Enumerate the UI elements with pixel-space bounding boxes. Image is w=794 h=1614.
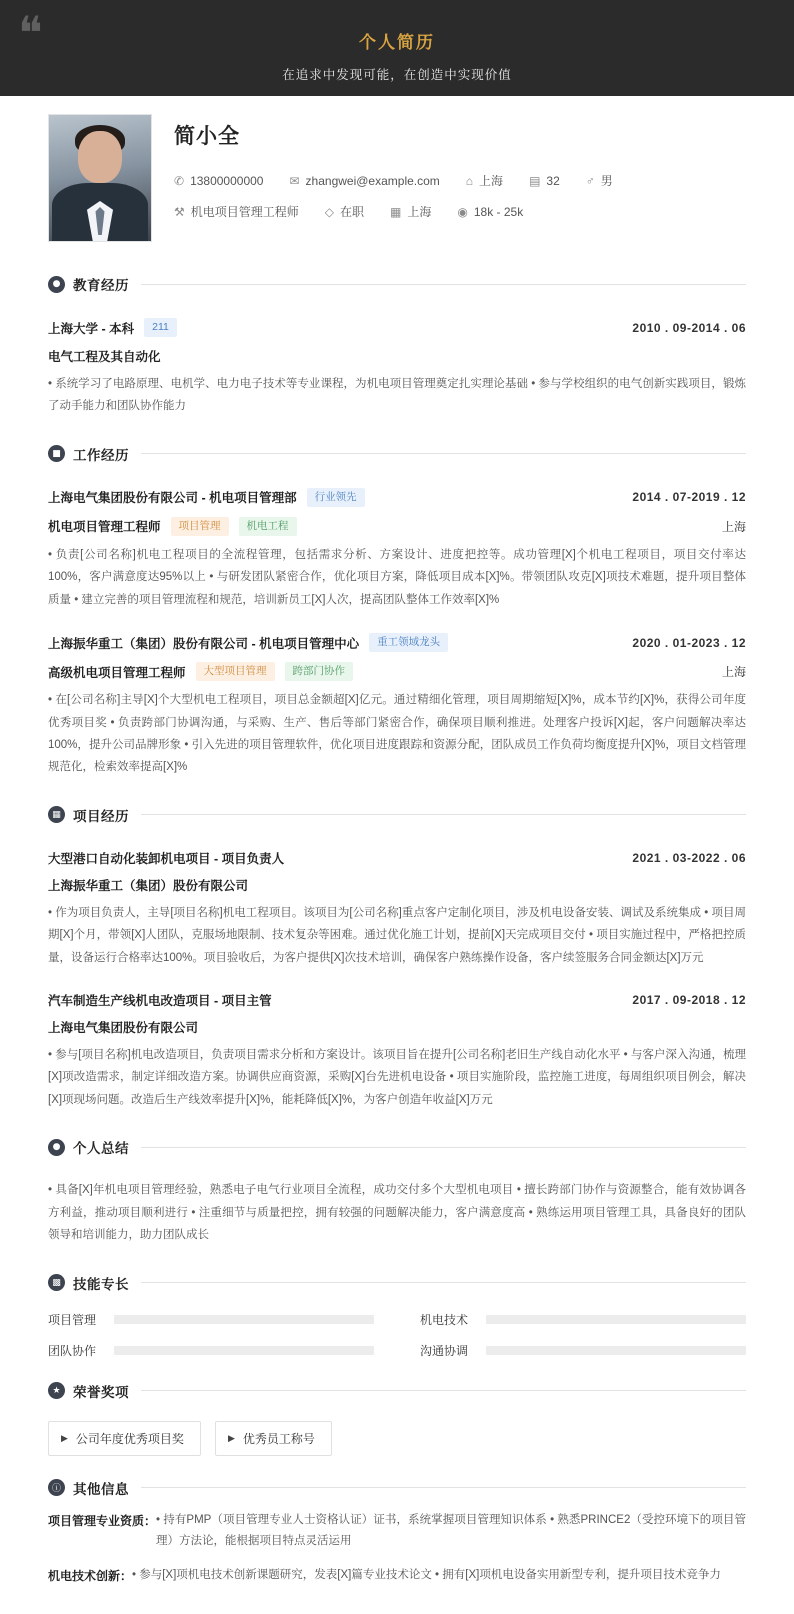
honor-label: 公司年度优秀项目奖	[75, 1431, 184, 1446]
contact-city	[466, 172, 503, 189]
education-title: 教育经历	[73, 278, 129, 293]
education-major: 电气工程及其自动化	[48, 350, 161, 364]
honors-list	[48, 1407, 746, 1456]
work-header	[48, 444, 746, 464]
section-other-info	[0, 1478, 794, 1614]
job-meta-row	[174, 203, 746, 220]
gender-icon: ♂	[585, 173, 595, 188]
work-role-tag: 机电工程	[239, 517, 297, 536]
work-role-tag: 项目管理	[171, 517, 229, 536]
other-label: 项目管理专业资质：	[48, 1513, 157, 1528]
honor-chip	[48, 1421, 201, 1456]
divider	[141, 1390, 746, 1391]
skill-bar	[486, 1315, 746, 1324]
education-row	[48, 318, 746, 337]
skill-label: 机电技术	[420, 1312, 469, 1327]
section-skills	[0, 1273, 794, 1359]
contact-row	[174, 172, 746, 189]
section-honors	[0, 1381, 794, 1456]
projects-title: 项目经历	[73, 808, 129, 824]
project-item	[48, 973, 746, 1115]
work-org: 上海振华重工（集团）股份有限公司 - 机电项目管理中心	[48, 636, 360, 651]
status-icon: ◇	[324, 204, 335, 219]
skill-item	[48, 1342, 374, 1359]
salary-value: 18k - 25k	[473, 204, 524, 219]
project-desc: • 作为项目负责人，主导[项目名称]机电工程项目。该项目为[公司名称]重点客户定制化项目，涉及机电设备安装、调试及系统集成 • 项目周期[X]个月，带领[X]人团队，克服场地限制、技术复杂等困难。通过优化施工计划，提前[X]天完成项目交付 • 项目实施过程中，严格把控质量，设备运行合格率达100%。项目验收后，为客户提供[X]次技术培训，确保客户熟练操作设备，客户续签服务合同金额达[X]万元	[48, 906, 746, 964]
id-icon: ▤	[529, 173, 541, 188]
divider	[141, 284, 746, 285]
project-name: 汽车制造生产线机电改造项目 - 项目主管	[48, 994, 272, 1009]
education-date: 2010 . 09-2014 . 06	[632, 320, 746, 335]
project-desc: • 参与[项目名称]机电改造项目，负责项目需求分析和方案设计。该项目旨在提升[公司名称]老旧生产线自动化水平 • 与客户深入沟通，梳理[X]项改造需求，制定详细改造方案。协调供应商资源，采购[X]台先进机电设备 • 项目实施阶段，监控施工进度，每周组织项目例会，解决[X]项现场问题。改造后生产线效率提升[X]%，能耗降低[X]%，为客户创造年收益[X]万元	[48, 1049, 746, 1106]
location-icon: ▦	[390, 204, 402, 219]
phone-icon: ✆	[174, 173, 185, 188]
home-icon: ⌂	[465, 173, 474, 188]
work-org-tag: 行业领先	[307, 488, 365, 507]
skill-item	[420, 1311, 746, 1328]
other-text: • 参与[X]项机电技术创新课题研究，发表[X]篇专业技术论文 • 拥有[X]项机电设备实用新型专利，提升项目技术竞争力	[132, 1569, 721, 1582]
project-date: 2021 . 03-2022 . 06	[632, 850, 746, 865]
honors-header	[48, 1381, 746, 1401]
job-title-item	[174, 203, 299, 220]
play-triangle-icon: ▶	[61, 1432, 68, 1443]
skill-item	[48, 1311, 374, 1328]
other-entry	[48, 1565, 746, 1588]
job-status-item	[325, 203, 364, 220]
contact-gender	[586, 172, 613, 189]
project-date: 2017 . 09-2018 . 12	[632, 993, 746, 1008]
work-place: 上海	[721, 519, 746, 534]
salary-item	[457, 205, 523, 219]
summary-desc: • 具备[X]年机电项目管理经验，熟悉电子电气行业项目全流程，成功交付多个大型机电项目 • 擅长跨部门协作与资源整合，能有效协调各方利益，推动项目顺利进行 • 注重细节与质量把控，拥有较强的问题解决能力，客户满意度高 • 熟练运用项目管理工具，具备良好的团队领导和培训能力，助力团队成长	[48, 1184, 746, 1242]
project-org: 上海电气集团股份有限公司	[48, 1021, 199, 1036]
age-value: 32	[546, 173, 560, 188]
contact-email	[289, 174, 439, 188]
project-org: 上海振华重工（集团）股份有限公司	[48, 878, 249, 893]
section-work	[0, 444, 794, 783]
work-date: 2014 . 07-2019 . 12	[632, 490, 746, 505]
grid-icon: ▦	[48, 806, 65, 823]
skill-label: 沟通协调	[420, 1343, 469, 1358]
contact-phone	[174, 174, 263, 188]
summary-body	[48, 1163, 746, 1250]
skill-bar	[486, 1346, 746, 1355]
mail-icon: ✉	[289, 173, 300, 188]
skills-grid	[48, 1299, 746, 1359]
header-banner	[0, 0, 794, 96]
email-value: zhangwei@example.com	[305, 173, 440, 188]
honor-label: 优秀员工称号	[242, 1431, 315, 1446]
work-role: 高级机电项目管理工程师	[48, 665, 186, 680]
education-body	[48, 300, 746, 422]
chart-icon: ▩	[48, 1274, 65, 1291]
other-label: 机电技术创新：	[48, 1569, 133, 1584]
award-icon: ★	[48, 1382, 65, 1399]
work-place: 上海	[721, 665, 746, 680]
work-role-tag: 跨部门协作	[285, 662, 354, 681]
candidate-name: 简小全	[174, 125, 240, 148]
skill-item	[420, 1342, 746, 1359]
skill-bar	[114, 1346, 374, 1355]
salary-icon: ◉	[457, 204, 468, 219]
skill-label: 项目管理	[48, 1312, 97, 1327]
other-text: • 持有PMP（项目管理专业人士资格认证）证书，系统掌握项目管理知识体系 • 熟悉PRINCE2（受控环境下的项目管理）方法论，能根据项目特点灵活运用	[156, 1513, 746, 1548]
info-icon: ⓘ	[48, 1479, 65, 1496]
work-desc: • 在[公司名称]主导[X]个大型机电工程项目，项目总金额超[X]亿元。通过精细化管理，项目周期缩短[X]%，成本节约[X]%，获得公司年度优秀项目奖 • 负责跨部门协调沟通，与采购、生产、售后等部门紧密合作，确保项目顺利推进。处理客户投诉[X]起，客户问题解决率达100%，提升公司品牌形象 • 引入先进的项目管理软件，优化项目进度跟踪和资源分配，团队成员工作负荷均衡度提升[X]%，项目文档管理规范化，检索效率提高[X]%	[48, 694, 746, 774]
skill-label: 团队协作	[48, 1343, 97, 1358]
education-school: 上海大学 - 本科	[48, 321, 135, 336]
education-header	[48, 274, 746, 294]
skill-bar	[114, 1315, 374, 1324]
education-desc: • 系统学习了电路原理、电机学、电力电子技术等专业课程，为机电项目管理奠定扎实理论基础 • 参与学校组织的电气创新实践项目，锻炼了动手能力和团队协作能力	[48, 378, 746, 413]
project-name-row	[48, 991, 746, 1009]
skills-header	[48, 1273, 746, 1293]
work-org-tag: 重工领域龙头	[369, 633, 448, 652]
work-item	[48, 615, 746, 783]
work-role-tag: 大型项目管理	[196, 662, 275, 681]
job-location-value: 上海	[407, 205, 432, 219]
project-name-row	[48, 849, 746, 867]
contact-age	[529, 174, 560, 188]
section-projects	[0, 805, 794, 1116]
projects-header	[48, 805, 746, 825]
project-item	[48, 831, 746, 973]
avatar	[48, 114, 152, 242]
job-title-value: 机电项目管理工程师	[190, 205, 299, 219]
skills-title: 技能专长	[73, 1276, 129, 1292]
work-role-row	[48, 662, 746, 681]
play-triangle-icon: ▶	[227, 1432, 235, 1443]
summary-header	[48, 1137, 746, 1157]
education-tag: 211	[144, 318, 177, 337]
page-subtitle: 在追求中发现可能，在创造中实现价值	[282, 68, 512, 82]
divider	[141, 453, 746, 454]
work-org-row	[48, 633, 746, 652]
other-entry	[48, 1510, 746, 1554]
honor-chip	[215, 1421, 332, 1456]
divider	[141, 1487, 746, 1488]
work-date: 2020 . 01-2023 . 12	[632, 635, 746, 650]
phone-value: 13800000000	[190, 173, 264, 188]
project-name: 大型港口自动化装卸机电项目 - 项目负责人	[48, 851, 285, 866]
divider	[141, 1147, 746, 1148]
work-item	[48, 470, 746, 615]
job-location-item	[390, 203, 431, 220]
quote-icon: ❝	[18, 6, 43, 60]
briefcase-icon: ⚒	[174, 204, 185, 219]
profile-section	[0, 96, 794, 252]
work-role-row	[48, 517, 746, 536]
person-icon: ●	[48, 1139, 65, 1156]
divider	[141, 1282, 746, 1283]
section-education	[0, 274, 794, 422]
work-title: 工作经历	[73, 447, 129, 463]
work-role: 机电项目管理工程师	[48, 520, 161, 535]
briefcase-icon: ■	[48, 445, 65, 462]
summary-title: 个人总结	[73, 1141, 129, 1157]
honors-title: 荣誉奖项	[73, 1384, 129, 1400]
section-summary	[0, 1137, 794, 1250]
profile-info	[152, 114, 746, 242]
divider	[141, 814, 746, 815]
gender-value: 男	[600, 174, 613, 188]
page-title: 个人简历	[359, 33, 435, 52]
work-org: 上海电气集团股份有限公司 - 机电项目管理部	[48, 491, 297, 506]
city-value: 上海	[479, 174, 504, 188]
other-title: 其他信息	[73, 1481, 129, 1497]
graduation-cap-icon: ●	[48, 276, 65, 293]
job-status-value: 在职	[340, 205, 365, 219]
other-header	[48, 1478, 746, 1498]
work-org-row	[48, 488, 746, 507]
work-desc: • 负责[公司名称]机电工程项目的全流程管理，包括需求分析、方案设计、进度把控等。成功管理[X]个机电工程项目，项目交付率达100%，客户满意度达95%以上 • 与研发团队紧密合作，优化项目方案，降低项目成本[X]%。带领团队攻克[X]项技术难题，提升项目整体质量 • 建立完善的项目管理流程和规范，培训新员工[X]人次，提高团队整体工作效率[X]%	[48, 548, 746, 606]
